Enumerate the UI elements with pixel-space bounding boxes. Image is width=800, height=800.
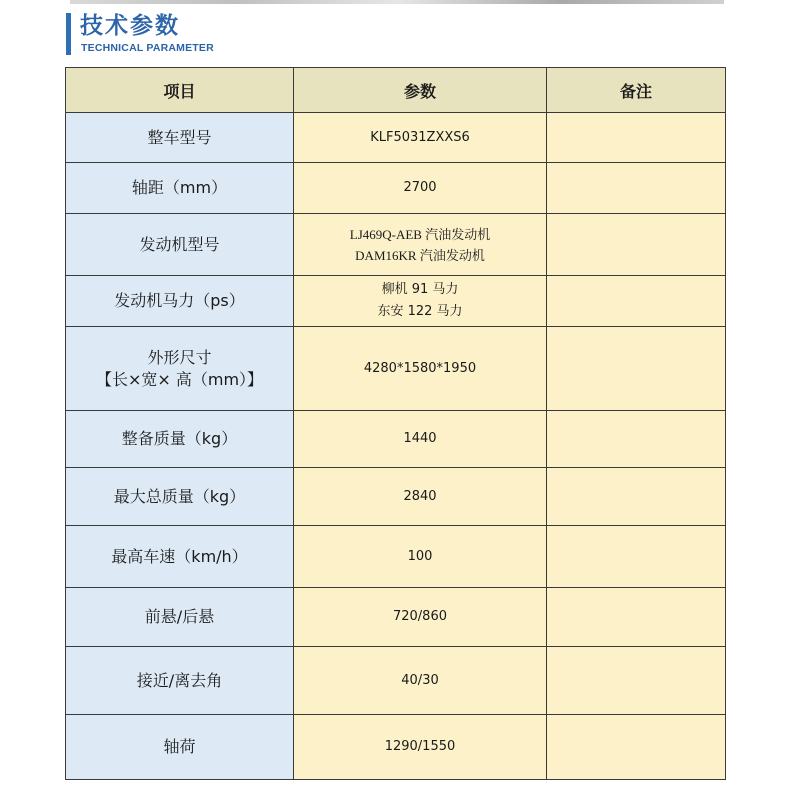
parameter-text: 1440	[403, 431, 437, 446]
parameter-text: 720/860	[392, 609, 447, 624]
cell-item	[66, 411, 294, 468]
cell-parameter	[294, 327, 547, 411]
column-header-remark: 备注	[547, 68, 726, 113]
spec-table	[65, 67, 726, 780]
cell-remark	[547, 715, 726, 780]
item-text: 【长×宽× 高（mm）】	[95, 369, 264, 389]
table-row	[66, 113, 726, 163]
table-row	[66, 411, 726, 468]
cell-item	[66, 647, 294, 715]
cell-item	[66, 163, 294, 214]
parameter-text: 40/30	[401, 672, 439, 688]
cell-item	[66, 468, 294, 526]
cell-parameter	[294, 411, 547, 468]
parameter-text: DAM16KR 汽油发动机	[355, 247, 485, 263]
cell-item	[66, 715, 294, 780]
cell-remark	[547, 411, 726, 468]
cell-remark	[547, 647, 726, 715]
table-row	[66, 588, 726, 647]
table-row	[66, 715, 726, 780]
item-text: 接近/离去角	[136, 670, 223, 690]
column-header-item: 项目	[66, 68, 294, 113]
table-header-row	[66, 68, 726, 113]
cell-parameter	[294, 214, 547, 276]
cell-remark	[547, 276, 726, 327]
cell-item	[66, 113, 294, 163]
cell-item	[66, 276, 294, 327]
cell-remark	[547, 327, 726, 411]
table-row	[66, 327, 726, 411]
cell-parameter	[294, 468, 547, 526]
table-body	[66, 113, 726, 780]
cell-item	[66, 327, 294, 411]
parameter-text: LJ469Q-AEB 汽油发动机	[349, 226, 491, 242]
item-text: 最大总质量（kg）	[113, 486, 246, 506]
cell-remark	[547, 526, 726, 588]
cell-item	[66, 526, 294, 588]
page-title: 技术参数	[80, 13, 180, 39]
parameter-text: 2840	[403, 488, 437, 504]
cell-parameter	[294, 526, 547, 588]
item-text: 最高车速（km/h）	[111, 546, 248, 566]
parameter-text: KLF5031ZXXS6	[370, 129, 470, 145]
item-text: 发动机型号	[139, 234, 220, 254]
cell-remark	[547, 163, 726, 214]
cell-parameter	[294, 588, 547, 647]
cell-parameter	[294, 113, 547, 163]
top-image-strip	[70, 0, 724, 4]
item-text: 轴荷	[163, 737, 196, 756]
cell-parameter	[294, 163, 547, 214]
parameter-text: 100	[407, 548, 433, 564]
cell-parameter	[294, 276, 547, 327]
item-text: 轴距（mm）	[131, 178, 228, 197]
cell-remark	[547, 113, 726, 163]
item-text: 整车型号	[147, 127, 212, 147]
parameter-text: 2700	[403, 180, 437, 195]
item-text: 整备质量（kg）	[121, 429, 238, 448]
item-text: 前悬/后悬	[144, 607, 215, 626]
parameter-text: 柳机 91 马力	[381, 282, 459, 297]
page-subtitle: TECHNICAL PARAMETER	[81, 42, 214, 54]
table-row	[66, 214, 726, 276]
cell-item	[66, 214, 294, 276]
cell-parameter	[294, 647, 547, 715]
cell-parameter	[294, 715, 547, 780]
table-row	[66, 276, 726, 327]
cell-item	[66, 588, 294, 647]
table-row	[66, 647, 726, 715]
table-row	[66, 526, 726, 588]
title-accent-bar	[66, 13, 71, 55]
cell-remark	[547, 588, 726, 647]
parameter-text: 1290/1550	[384, 739, 456, 754]
table-row	[66, 163, 726, 214]
cell-remark	[547, 468, 726, 526]
table-row	[66, 468, 726, 526]
item-text: 外形尺寸	[147, 347, 212, 367]
parameter-text: 东安 122 马力	[377, 304, 463, 319]
parameter-text: 4280*1580*1950	[363, 360, 477, 376]
column-header-parameter: 参数	[294, 68, 547, 113]
cell-remark	[547, 214, 726, 276]
item-text: 发动机马力（ps）	[114, 291, 245, 310]
